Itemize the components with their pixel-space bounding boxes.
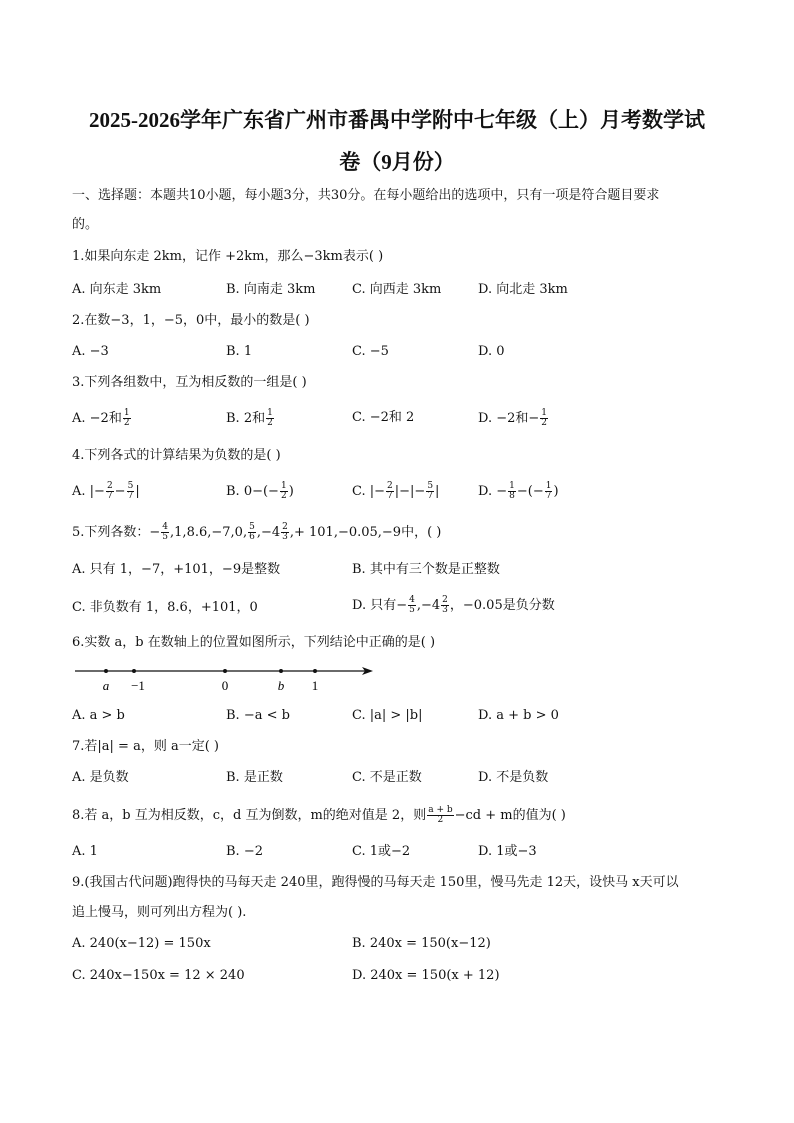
frac-num: 4 [162,522,169,532]
q5-stem [72,523,441,542]
q3-stem: 3.下列各组数中，互为相反数的一组是( ) [72,375,307,390]
q7-stem: 7.若|a| = a，则 a一定( ) [72,739,219,754]
frac-num: a + b [428,805,453,815]
q4-option-a [72,482,140,501]
q4-a-mid: − [114,484,126,499]
q6-option-a: A. a > b [72,708,125,723]
label-b: b [277,678,285,693]
q6-option-b: B. −a < b [226,708,290,723]
frac-den: 6 [249,532,255,542]
q5-d-mid: ,−4 [416,598,441,613]
q5-stem-mid1: ,1,8.6,−7,0, [170,525,248,540]
q8-option-a: A. 1 [72,844,98,859]
q5-d-end: ，−0.05是负分数 [449,598,555,613]
label-neg-one: −1 [131,678,145,693]
frac-num: 1 [541,408,548,418]
q8-stem-pre: 8.若 a，b 互为相反数，c，d 互为倒数，m的绝对值是 2，则 [72,808,427,823]
frac-den: 8 [509,491,515,501]
q4-d-pre: D. − [478,484,508,499]
q9-stem-line2: 追上慢马，则可列出方程为( ). [72,905,247,920]
q3-b-text: B. 2和 [226,411,266,426]
frac-num: 2 [282,522,288,532]
q3-d-text: D. −2和− [478,411,540,426]
q5-option-b: B. 其中有三个数是正整数 [352,562,500,577]
fraction-2-7 [386,482,394,501]
q5-option-a: A. 只有 1，−7，+101，−9是整数 [72,562,281,577]
section-instruction-line2: 的。 [72,217,99,232]
frac-num: 5 [127,481,134,491]
frac-num: 2 [387,481,393,491]
fraction-4-5 [161,523,169,542]
q8-stem [72,806,566,825]
fraction-2-7 [106,482,114,501]
frac-den: 2 [541,418,548,428]
fraction-1-2 [280,482,288,501]
q4-a-end: | [135,484,140,499]
point-zero [223,669,227,673]
q1-option-a: A. 向东走 3km [72,282,162,297]
q4-option-c [352,482,439,501]
frac-num: 2 [106,481,113,491]
q5-stem-end: ,+ 101,−0.05,−9中，( ) [289,525,442,540]
frac-den: 2 [123,418,130,428]
q2-option-a: A. −3 [72,344,109,359]
q9-stem-line1: 9.(我国古代问题)跑得快的马每天走 240里，跑得慢的马每天走 150里，慢马先走 12天，设快马 x天可以 [72,875,679,890]
q3-option-a [72,409,132,428]
q7-option-d: D. 不是负数 [478,770,549,785]
q6-option-d: D. a + b > 0 [478,708,559,723]
section-instruction-line1: 一、选择题：本题共10小题，每小题3分，共30分。在每小题给出的选项中，只有一项是符合题目要求 [72,188,660,203]
q5-option-d [352,596,555,615]
frac-den: 3 [282,532,288,542]
q8-option-c: C. 1或−2 [352,844,411,859]
q1-option-d: D. 向北走 3km [478,282,568,297]
frac-den: 5 [409,605,415,615]
point-neg-one [132,669,136,673]
q4-c-mid: |−|− [394,484,426,499]
q9-option-c: C. 240x−150x = 12 × 240 [72,968,245,983]
q4-b-pre: B. 0−(− [226,484,279,499]
q2-option-c: C. −5 [352,344,389,359]
q4-b-end: ) [288,484,294,499]
fraction-2-3 [281,523,289,542]
frac-num: 1 [509,481,515,491]
q8-option-d: D. 1或−3 [478,844,537,859]
frac-num: 1 [267,408,273,418]
q8-stem-end: −cd + m的值为( ) [454,808,566,823]
frac-den: 5 [162,532,169,542]
q4-c-pre: C. |− [352,484,386,499]
q7-option-a: A. 是负数 [72,770,129,785]
q1-option-c: C. 向西走 3km [352,282,442,297]
fraction-half [266,409,274,428]
frac-den: 7 [127,491,134,501]
frac-num: 4 [409,595,415,605]
frac-den: 7 [427,491,434,501]
frac-den: 3 [442,605,448,615]
q6-option-c: C. |a| > |b| [352,708,423,723]
q4-option-d [478,482,559,501]
frac-den: 2 [280,491,287,501]
frac-num: 1 [545,481,552,491]
q5-stem-mid2: ,−4 [256,525,281,540]
frac-num: 5 [427,481,434,491]
fraction-1-8 [508,482,516,501]
fraction-half [540,409,548,428]
q5-option-c: C. 非负数有 1，8.6，+101，0 [72,600,258,615]
label-zero: 0 [221,678,229,693]
fraction-a-plus-b-over-2 [427,806,453,825]
point-one [313,669,317,673]
frac-den: 7 [106,491,113,501]
q2-option-b: B. 1 [226,344,253,359]
q9-option-a: A. 240(x−12) = 150x [72,936,211,951]
q6-stem: 6.实数 a，b 在数轴上的位置如图所示，下列结论中正确的是( ) [72,635,436,650]
q4-c-end: | [435,484,440,499]
q7-option-b: B. 是正数 [226,770,283,785]
label-a: a [102,678,110,693]
q3-option-b [226,409,275,428]
q9-option-d: D. 240x = 150(x + 12) [352,968,500,983]
q4-a-pre: A. |− [72,484,105,499]
frac-den: 2 [267,418,273,428]
frac-num: 1 [280,481,287,491]
fraction-2-3 [441,596,449,615]
point-a [104,669,108,673]
frac-num: 1 [123,408,130,418]
q3-option-c: C. −2和 2 [352,410,415,425]
point-b [279,669,283,673]
q3-a-text: A. −2和 [72,411,122,426]
q4-stem: 4.下列各式的计算结果为负数的是( ) [72,448,281,463]
exam-title-line1: 2025-2026学年广东省广州市番禺中学附中七年级（上）月考数学试 [89,108,705,132]
frac-num: 5 [249,522,255,532]
q3-option-d [478,409,549,428]
q5-stem-pre: 5.下列各数：− [72,525,161,540]
q1-option-b: B. 向南走 3km [226,282,316,297]
q8-option-b: B. −2 [226,844,263,859]
q2-option-d: D. 0 [478,344,505,359]
q4-option-b [226,482,294,501]
q4-d-mid: −(− [516,484,544,499]
q2-stem: 2.在数−3，1，−5，0中，最小的数是( ) [72,313,310,328]
q7-option-c: C. 不是正数 [352,770,422,785]
fraction-5-6 [248,523,256,542]
exam-title-line2: 卷（9月份） [339,150,455,174]
fraction-5-7 [127,482,135,501]
label-one: 1 [311,678,319,693]
q9-option-b: B. 240x = 150(x−12) [352,936,491,951]
q4-d-end: ) [553,484,559,499]
number-line-figure [70,660,380,696]
frac-num: 2 [442,595,448,605]
frac-den: 2 [437,815,444,825]
fraction-4-5 [408,596,416,615]
fraction-1-7 [545,482,553,501]
q1-stem: 1.如果向东走 2km，记作 +2km，那么−3km表示( ) [72,249,384,264]
fraction-half [123,409,131,428]
q5-d-pre: D. 只有− [352,598,408,613]
frac-den: 7 [545,491,552,501]
fraction-5-7 [426,482,434,501]
frac-den: 7 [387,491,393,501]
